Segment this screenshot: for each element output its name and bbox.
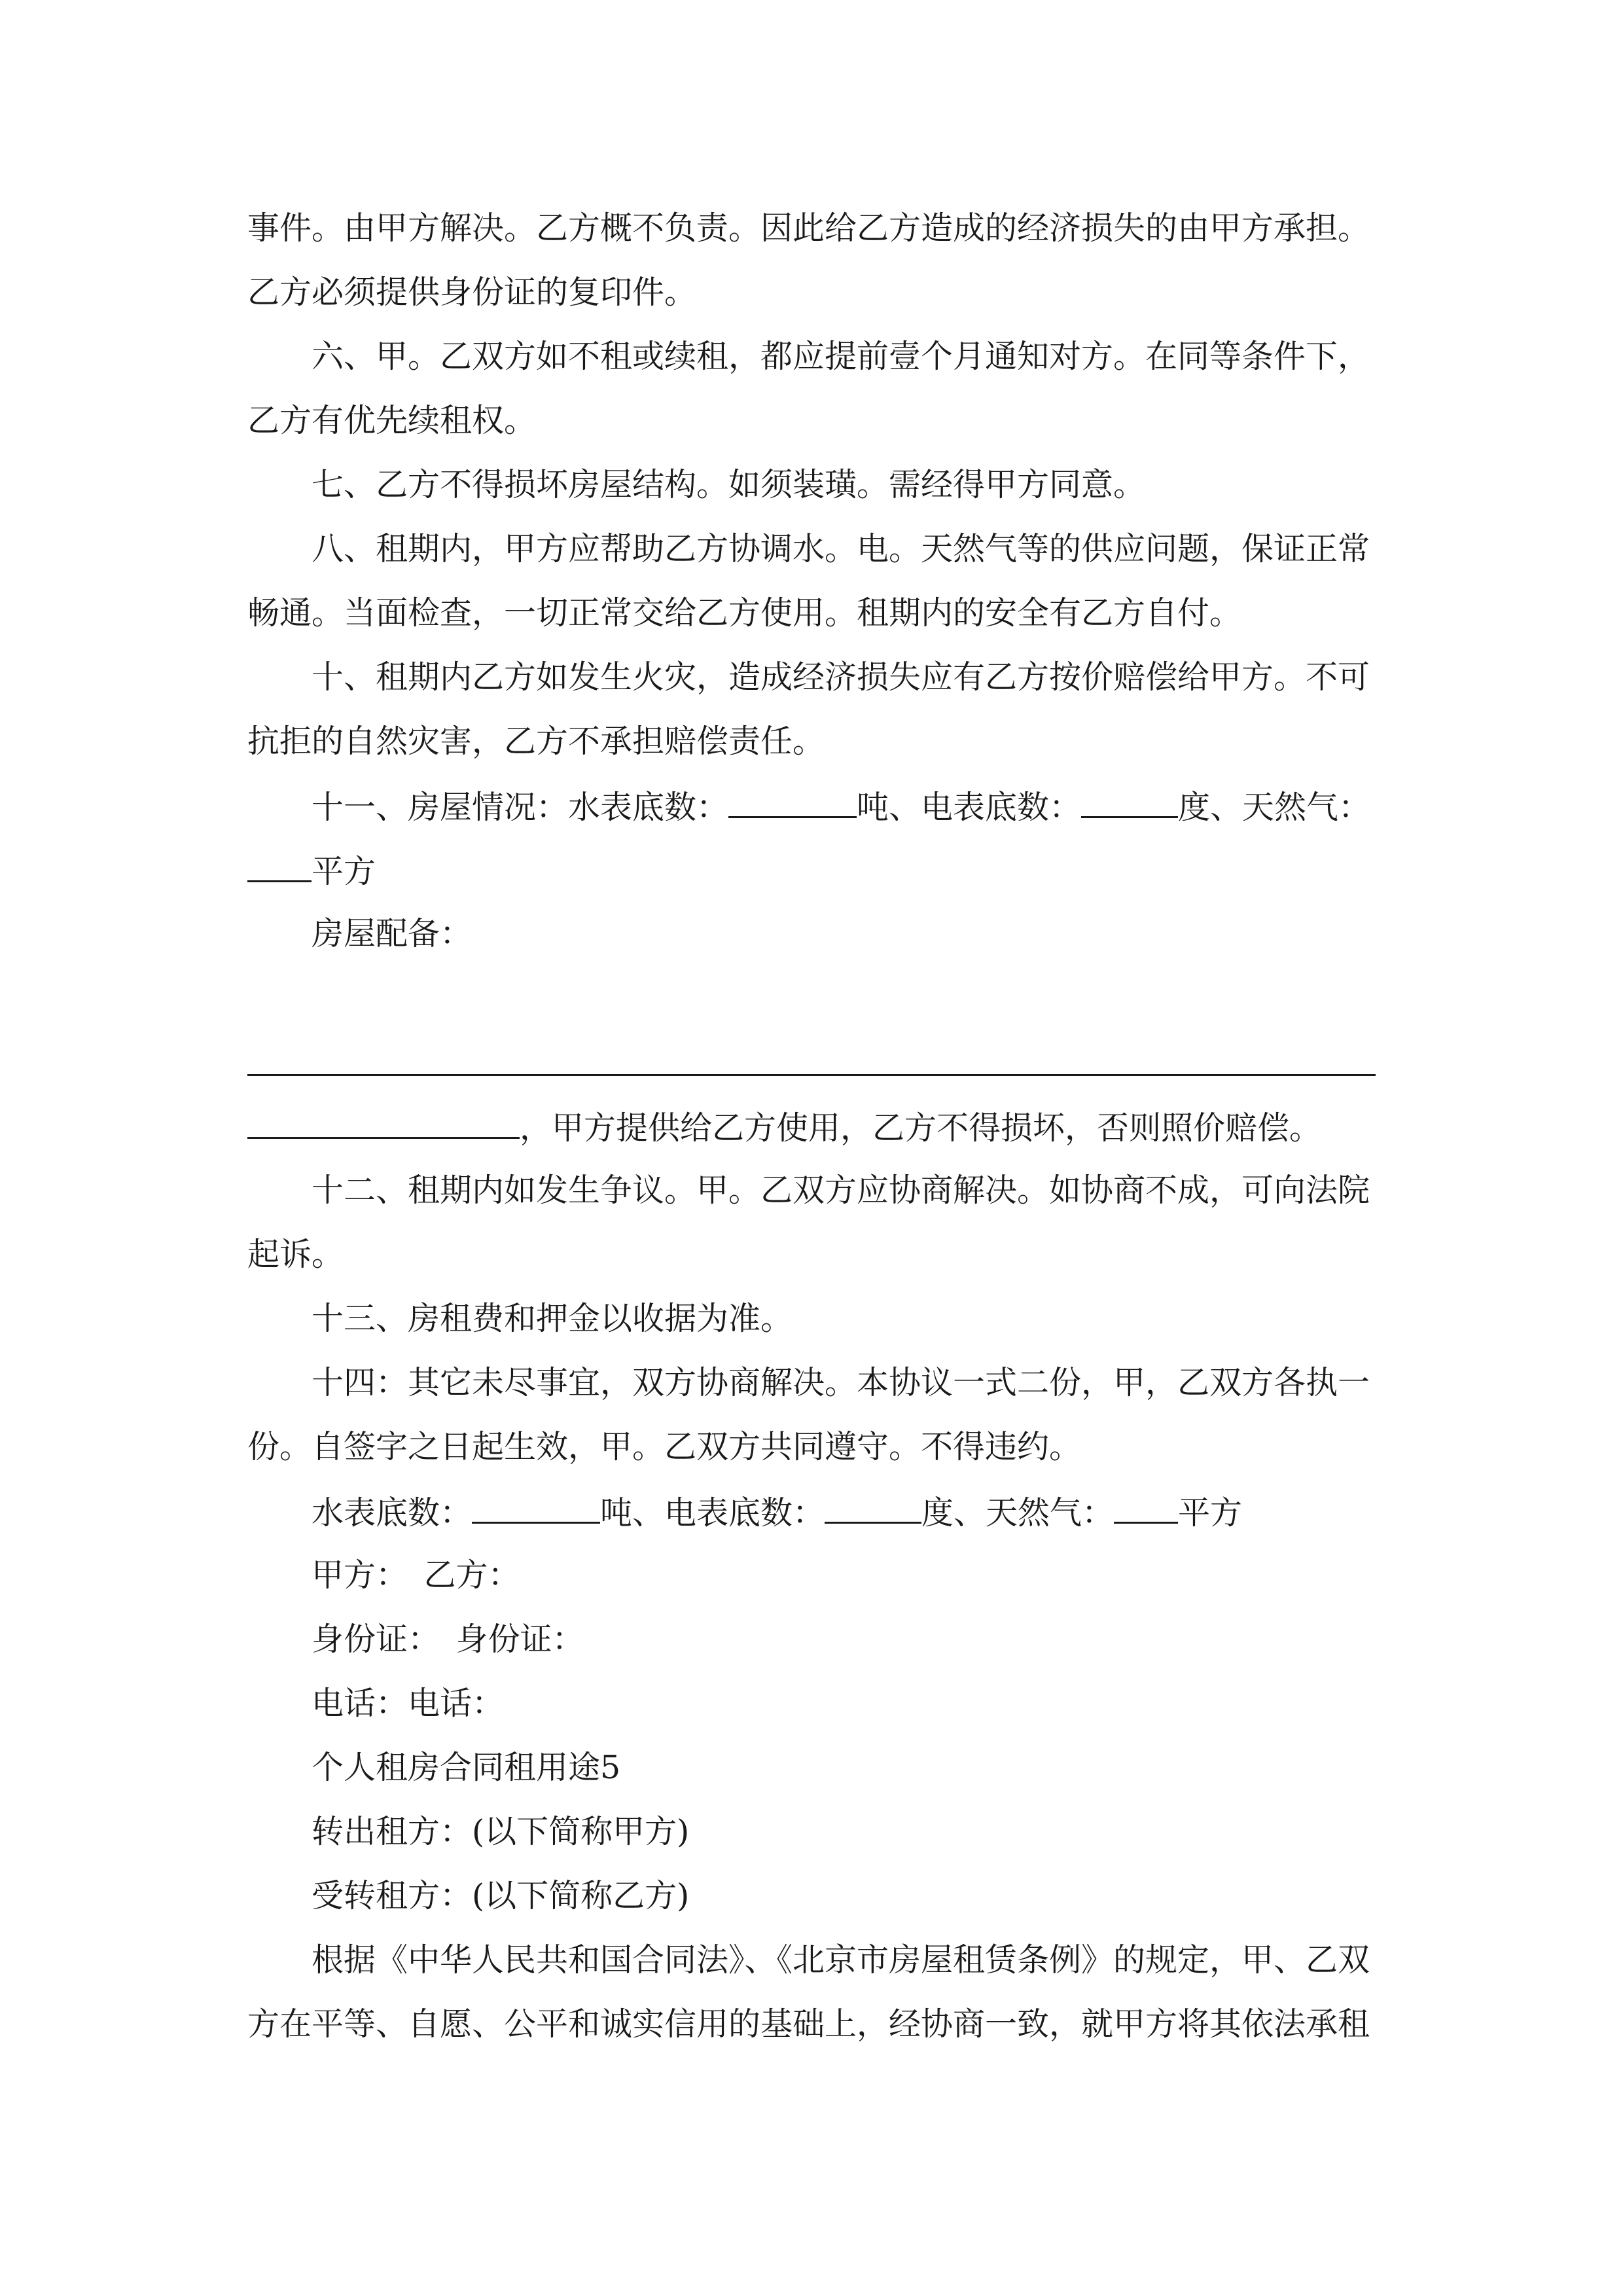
equipment-blank: [247, 1107, 520, 1139]
clause-eleven-label: 十一、房屋情况：水表底数：: [312, 789, 729, 826]
text-line: 乙方必须提供身份证的复印件。: [247, 274, 697, 311]
house-equipment-label: 房屋配备：: [312, 915, 473, 952]
clause-eleven-text: 吨、电表底数：: [857, 789, 1082, 826]
water-meter-blank: [728, 786, 857, 818]
clause-eleven-text: 度、天然气：: [1178, 789, 1371, 826]
meter-readings-line: [312, 1492, 1242, 1531]
clause-thirteen: 十三、房租费和押金以收据为准。: [312, 1300, 793, 1337]
clause-six: 六、甲。乙双方如不租或续租，都应提前壹个月通知对方。在同等条件下，: [312, 338, 1370, 375]
preamble-paragraph: 根据《中华人民共和国合同法》、《北京市房屋租赁条例》的规定，甲、乙双: [312, 1941, 1370, 1979]
text-line: 畅通。当面检查，一切正常交给乙方使用。租期内的安全有乙方自付。: [247, 594, 1242, 632]
section-title: 个人租房合同租用途5: [312, 1749, 621, 1786]
electric-meter-blank: [825, 1492, 921, 1524]
clause-fourteen: 十四：其它未尽事宜，双方协商解决。本协议一式二份，甲，乙双方各执一: [312, 1364, 1370, 1401]
clause-ten: 十、租期内乙方如发生火灾，造成经济损失应有乙方按价赔偿给甲方。不可: [312, 658, 1370, 696]
lessor-line: 转出租方：(以下简称甲方): [312, 1813, 690, 1850]
text-line: 份。自签字之日起生效，甲。乙双方共同遵守。不得违约。: [247, 1428, 1082, 1465]
water-meter-blank: [472, 1492, 600, 1524]
text-line: 方在平等、自愿、公平和诚实信用的基础上，经协商一致，就甲方将其依法承租: [247, 2005, 1370, 2043]
clause-seven: 七、乙方不得损坏房屋结构。如须装璜。需经得甲方同意。: [312, 466, 1146, 503]
party-signatures: 甲方： 乙方：: [312, 1556, 520, 1594]
clause-twelve: 十二、租期内如发生争议。甲。乙双方应协商解决。如协商不成，可向法院: [312, 1172, 1370, 1209]
equipment-text: ，甲方提供给乙方使用，乙方不得损坏，否则照价赔偿。: [520, 1109, 1322, 1147]
text-line: 抗拒的自然灾害，乙方不承担赔偿责任。: [247, 723, 825, 760]
text-line: 乙方有优先续租权。: [247, 402, 537, 439]
equipment-line: [247, 1107, 1321, 1146]
clause-eight: 八、租期内，甲方应帮助乙方协调水。电。天然气等的供应问题，保证正常: [312, 530, 1370, 567]
text-line: 起诉。: [247, 1236, 344, 1273]
meter-label: 水表底数：: [312, 1494, 473, 1532]
party-id-cards: 身份证： 身份证：: [312, 1621, 584, 1658]
meter-text: 度、天然气：: [921, 1494, 1115, 1532]
meter-text: 平方: [1178, 1494, 1243, 1532]
meter-text: 吨、电表底数：: [600, 1494, 825, 1532]
clause-eleven: [312, 786, 1370, 825]
gas-line: [247, 850, 376, 889]
gas-blank: [247, 850, 312, 882]
party-phones: 电话：电话：: [312, 1685, 505, 1722]
lessee-line: 受转租方：(以下简称乙方): [312, 1877, 690, 1914]
equipment-fill-line: [247, 1074, 1376, 1076]
gas-blank: [1114, 1492, 1178, 1524]
electric-meter-blank: [1081, 786, 1178, 818]
text-line: 事件。由甲方解决。乙方概不负责。因此给乙方造成的经济损失的由甲方承担。: [247, 209, 1370, 247]
gas-unit: 平方: [312, 853, 376, 890]
